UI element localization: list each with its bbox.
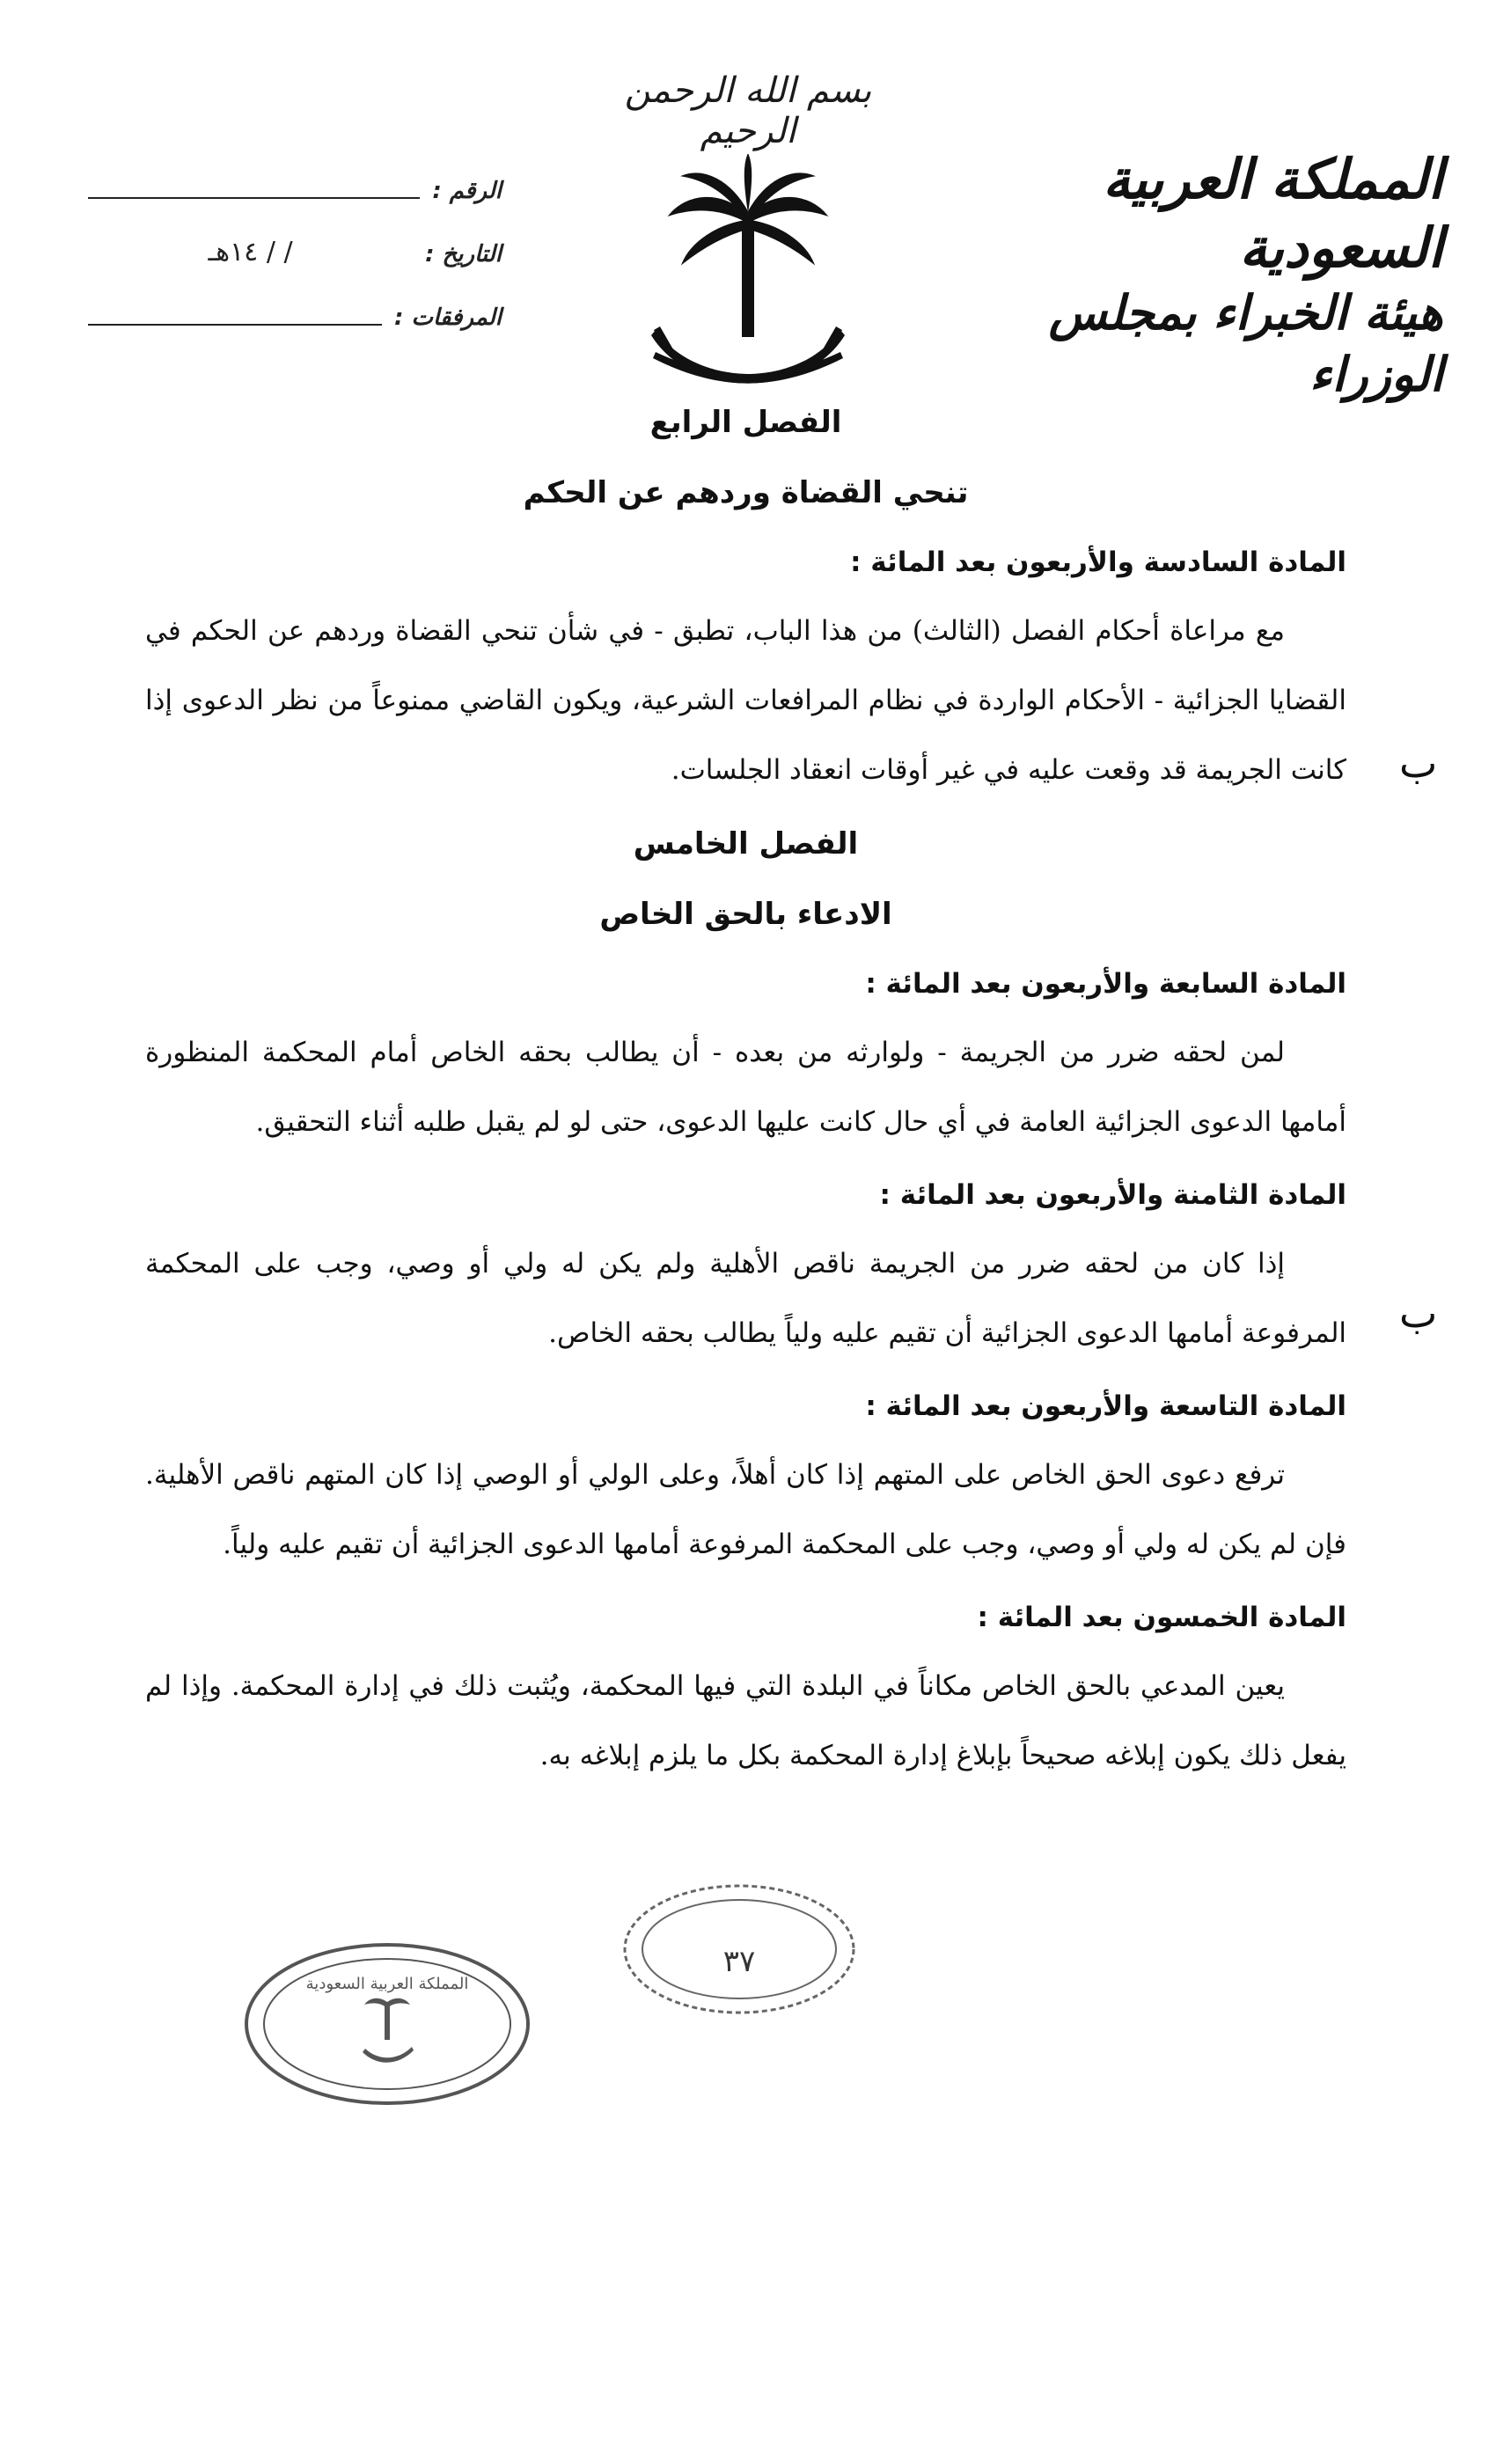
article-147-heading: المادة السابعة والأربعون بعد المائة :	[865, 968, 1346, 1000]
chapter-4-title: الفصل الرابع	[649, 405, 842, 440]
article-149-heading: المادة التاسعة والأربعون بعد المائة :	[865, 1390, 1346, 1422]
article-147-text: لمن لحقه ضرر من الجريمة - ولوارثه من بعده - أن يطالب بحقه الخاص أمام المحكمة المنظورة أمامها الدعوى الجزائية العامة في أي حال كانت عليها الدعوى، حتى لو لم يقبل طلبه أثناء التحقيق.	[145, 1037, 1346, 1138]
official-seal-stamp	[238, 1936, 537, 2112]
palm-and-swords-emblem-icon	[634, 154, 862, 418]
date-row	[88, 204, 502, 268]
article-148-heading: المادة الثامنة والأربعون بعد المائة :	[879, 1179, 1346, 1211]
organization-name	[915, 145, 1443, 405]
date-value: / / ١٤هـ	[208, 237, 293, 268]
margin-mark: ب	[1399, 1289, 1438, 1337]
attachments-row	[88, 268, 502, 331]
attachments-label: المرفقات :	[394, 304, 502, 331]
chapter-5-title: الفصل الخامس	[633, 826, 859, 862]
letterhead	[0, 53, 1496, 403]
article-150-heading: المادة الخمسون بعد المائة :	[977, 1602, 1346, 1633]
date-label: التاريخ :	[425, 241, 502, 268]
ref-number-blank	[88, 181, 420, 199]
chapter-5-subtitle: الادعاء بالحق الخاص	[599, 897, 892, 932]
document-body	[145, 387, 1346, 1794]
ref-number-row	[88, 141, 502, 204]
kingdom-name: المملكة العربية السعودية	[1103, 147, 1443, 280]
article-150-text: يعين المدعي بالحق الخاص مكاناً في البلدة التي فيها المحكمة، ويُثبت ذلك في إدارة المحكمة. وإذا لم يفعل ذلك يكون إبلاغه صحيحاً بإبلاغ إدارة المحكمة بكل ما يلزم إبلاغه به.	[145, 1670, 1346, 1771]
article-149-text: ترفع دعوى الحق الخاص على المتهم إذا كان أهلاً، وعلى الولي أو الوصي إذا كان المتهم ناقص الأهلية. فإن لم يكن له ولي أو وصي، وجب على المحكمة المرفوعة أمامها الدعوى الجزائية أن تقيم عليه ولياً.	[145, 1459, 1346, 1560]
attachments-blank	[88, 308, 382, 326]
article-146-text: مع مراعاة أحكام الفصل (الثالث) من هذا الباب، تطبق - في شأن تنحي القضاة وردهم عن الحكم في القضايا الجزائية - الأحكام الواردة في نظام المرافعات الشرعية، ويكون القاضي ممنوعاً من نظر الدعوى إذا كانت الجريمة قد وقعت عليه في غير أوقات انعقاد الجلسات.	[145, 615, 1346, 786]
margin-mark: ب	[1399, 739, 1438, 787]
chapter-4-subtitle: تنحي القضاة وردهم عن الحكم	[523, 475, 969, 510]
page-number: ٣٧	[722, 1944, 756, 1979]
authority-name: هيئة الخبراء بمجلس الوزراء	[1048, 284, 1443, 403]
seal-text: المملكة العربية السعودية	[305, 1975, 469, 1993]
basmala: بسم الله الرحمن الرحيم	[624, 70, 872, 151]
ref-number-label: الرقم :	[432, 178, 502, 204]
article-146-heading: المادة السادسة والأربعون بعد المائة :	[850, 546, 1346, 578]
reference-fields	[88, 141, 502, 331]
page-number-stamp	[616, 1874, 862, 2024]
article-148-text: إذا كان من لحقه ضرر من الجريمة ناقص الأهلية ولم يكن له ولي أو وصي، وجب على المحكمة المرفوعة أمامها الدعوى الجزائية أن تقيم عليه ولياً يطالب بحقه الخاص.	[145, 1248, 1346, 1349]
